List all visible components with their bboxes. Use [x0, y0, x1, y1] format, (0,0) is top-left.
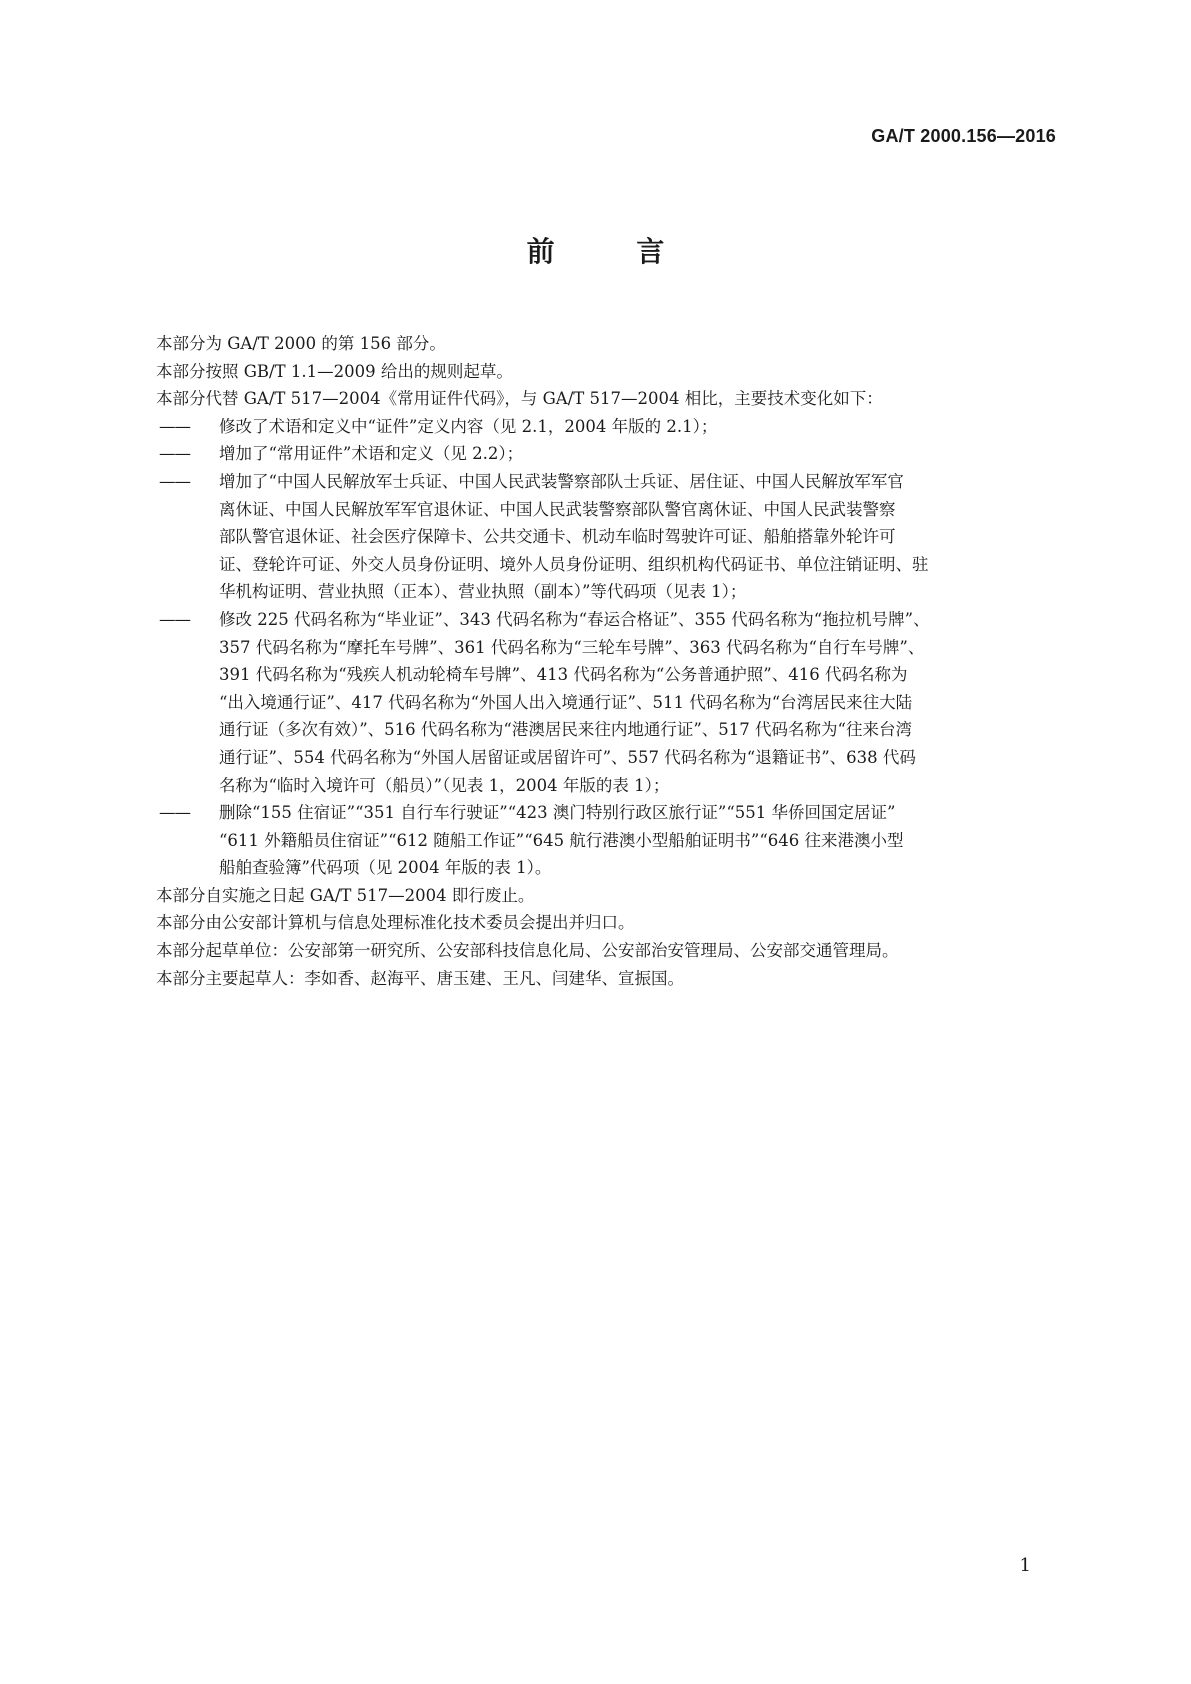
change-line: 391 代码名称为“残疾人机动轮椅车号牌”、413 代码名称为“公务普通护照”、416 代码名称为 [219, 665, 908, 685]
change-line: 通行证（多次有效）”、516 代码名称为“港澳居民来往内地通行证”、517 代码名称为“往来台湾 [219, 720, 912, 740]
change-item [123, 799, 1058, 882]
change-line: 部队警官退休证、社会医疗保障卡、公共交通卡、机动车临时驾驶许可证、船舶搭靠外轮许可 [219, 527, 896, 547]
page-title: 前 言 [526, 235, 701, 268]
change-line: 删除“155 住宿证”“351 自行车行驶证”“423 澳门特别行政区旅行证”“551 华侨回国定居证” [219, 803, 896, 823]
paragraph-drafting-rules: 本部分按照 GB/T 1.1—2009 给出的规则起草。 [156, 361, 513, 381]
change-line: “611 外籍船员住宿证”“612 随船工作证”“645 航行港澳小型船舶证明书”“646 往来港澳小型 [219, 830, 904, 850]
change-line: 357 代码名称为“摩托车号牌”、361 代码名称为“三轮车号牌”、363 代码名称为“自行车号牌”、 [219, 637, 925, 657]
dash-mark: —— [159, 609, 190, 629]
paragraph-part-number: 本部分为 GA/T 2000 的第 156 部分。 [156, 334, 446, 353]
change-item [123, 468, 1058, 606]
change-line: 增加了“常用证件”术语和定义（见 2.2）； [219, 444, 524, 464]
change-line: 增加了“中国人民解放军士兵证、中国人民武装警察部队士兵证、居住证、中国人民解放军军官 [219, 471, 904, 491]
paragraph-proposer: 本部分由公安部计算机与信息处理标准化技术委员会提出并归口。 [156, 913, 635, 933]
foreword-body [123, 330, 1058, 992]
change-line: 华机构证明、营业执照（正本）、营业执照（副本）”等代码项（见表 1）； [219, 582, 747, 602]
standard-code: GA/T 2000.156—2016 [871, 126, 1056, 146]
change-item [123, 413, 1058, 441]
paragraph-replaces: 本部分代替 GA/T 517—2004《常用证件代码》，与 GA/T 517—2004 相比，主要技术变化如下： [156, 389, 883, 409]
dash-mark: —— [159, 416, 190, 436]
dash-mark: —— [159, 803, 190, 823]
paragraph-abolish: 本部分自实施之日起 GA/T 517—2004 即行废止。 [156, 885, 535, 905]
change-line: 修改 225 代码名称为“毕业证”、343 代码名称为“春运合格证”、355 代码名称为“拖拉机号牌”、 [219, 609, 930, 629]
change-line: 通行证”、554 代码名称为“外国人居留证或居留许可”、557 代码名称为“退籍证书”、638 代码 [219, 747, 916, 767]
page-number: 1 [1019, 1555, 1031, 1576]
change-line: 名称为“临时入境许可（船员）”（见表 1，2004 年版的表 1）； [219, 775, 670, 795]
paragraph-drafters: 本部分主要起草人：李如香、赵海平、唐玉建、王凡、闫建华、宣振国。 [156, 968, 684, 988]
change-line: 证、登轮许可证、外交人员身份证明、境外人员身份证明、组织机构代码证书、单位注销证明、驻 [219, 554, 929, 574]
change-item [123, 440, 1058, 468]
change-line: “出入境通行证”、417 代码名称为“外国人出入境通行证”、511 代码名称为“台湾居民来往大陆 [219, 692, 913, 712]
change-line: 离休证、中国人民解放军军官退休证、中国人民武装警察部队警官离休证、中国人民武装警察 [219, 499, 896, 519]
change-line: 修改了术语和定义中“证件”定义内容（见 2.1，2004 年版的 2.1）； [219, 416, 718, 436]
change-item [123, 606, 1058, 799]
change-line: 船舶查验簿”代码项（见 2004 年版的表 1）。 [219, 858, 552, 878]
paragraph-drafting-units: 本部分起草单位：公安部第一研究所、公安部科技信息化局、公安部治安管理局、公安部交通管理局。 [156, 941, 899, 961]
dash-mark: —— [159, 444, 190, 464]
dash-mark: —— [159, 471, 190, 491]
